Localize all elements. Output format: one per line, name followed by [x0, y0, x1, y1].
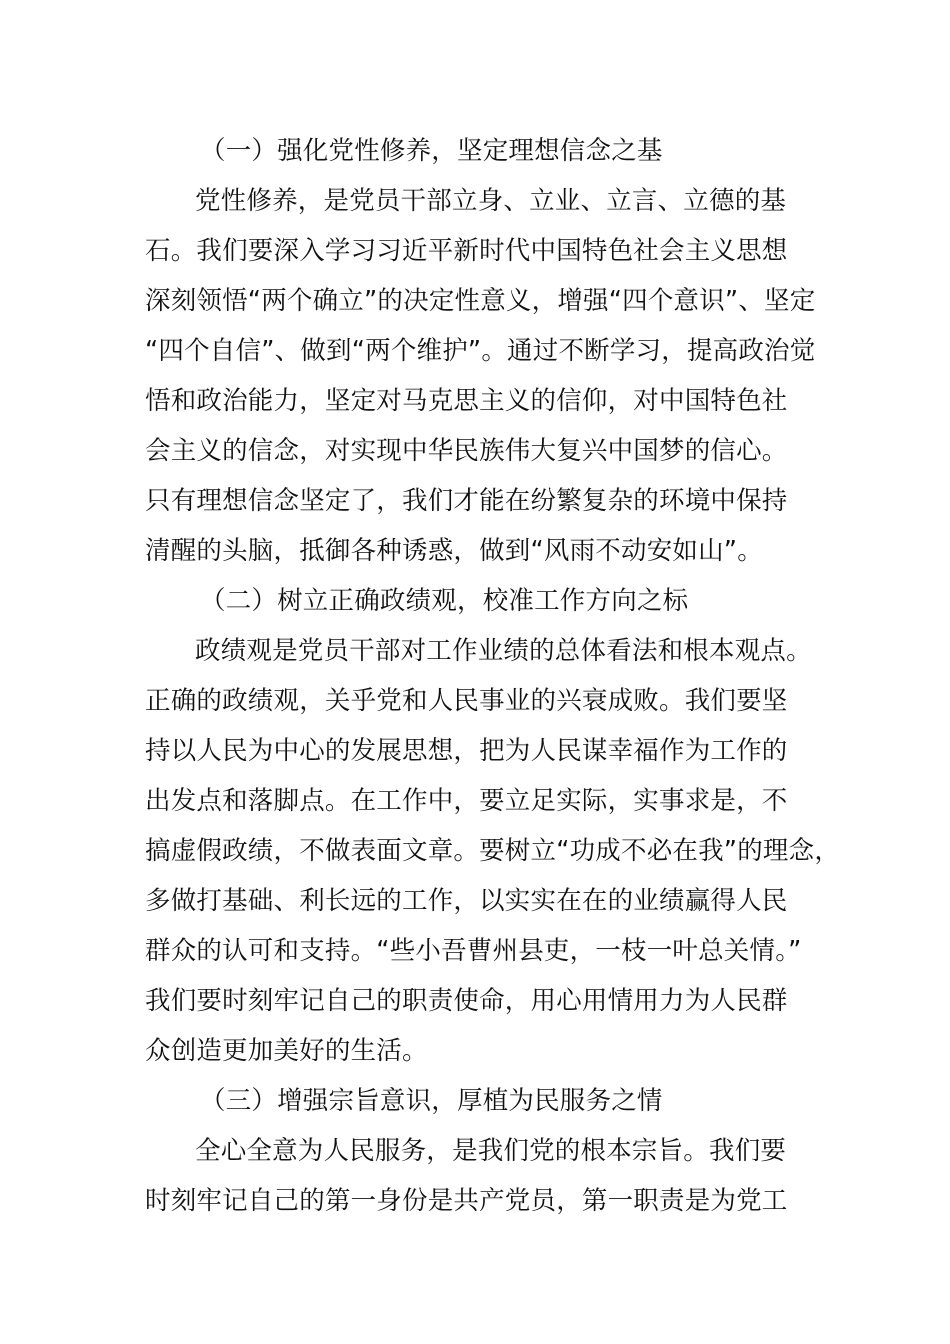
paragraph-line: 时刻牢记自己的第一身份是共产党员，第一职责是为党工 — [145, 1186, 788, 1216]
paragraph-line: 悟和政治能力，坚定对马克思主义的信仰，对中国特色社 — [145, 386, 788, 416]
section-heading-3: （三）增强宗旨意识，厚植为民服务之情 — [200, 1086, 663, 1116]
paragraph-line: 只有理想信念坚定了，我们才能在纷繁复杂的环境中保持 — [145, 486, 788, 516]
paragraph-line: 会主义的信念，对实现中华民族伟大复兴中国梦的信心。 — [145, 436, 788, 466]
section-heading-2: （二）树立正确政绩观，校准工作方向之标 — [200, 586, 689, 616]
section-heading-1: （一）强化党性修养，坚定理想信念之基 — [200, 136, 663, 166]
paragraph-line: 全心全意为人民服务，是我们党的根本宗旨。我们要 — [195, 1136, 787, 1166]
paragraph-line: 搞虚假政绩，不做表面文章。要树立“功成不必在我”的理念， — [145, 836, 841, 866]
paragraph-line: 我们要时刻牢记自己的职责使命，用心用情用力为人民群 — [145, 986, 788, 1016]
paragraph-line: 政绩观是党员干部对工作业绩的总体看法和根本观点。 — [195, 636, 812, 666]
paragraph-line: 党性修养，是党员干部立身、立业、立言、立德的基 — [195, 186, 787, 216]
paragraph-line: 出发点和落脚点。在工作中，要立足实际，实事求是，不 — [145, 786, 788, 816]
paragraph-line: 清醒的头脑，抵御各种诱惑，做到“风雨不动安如山”。 — [145, 536, 763, 566]
paragraph-line: 正确的政绩观，关乎党和人民事业的兴衰成败。我们要坚 — [145, 686, 788, 716]
paragraph-line: 石。我们要深入学习习近平新时代中国特色社会主义思想 — [145, 236, 788, 266]
paragraph-line: 群众的认可和支持。“些小吾曹州县吏，一枝一叶总关情。” — [145, 936, 802, 966]
paragraph-line: 多做打基础、利长远的工作，以实实在在的业绩赢得人民 — [145, 886, 788, 916]
paragraph-line: 持以人民为中心的发展思想，把为人民谋幸福作为工作的 — [145, 736, 788, 766]
paragraph-line: 深刻领悟“两个确立”的决定性意义，增强“四个意识”、坚定 — [145, 286, 816, 316]
paragraph-line: “四个自信”、做到“两个维护”。通过不断学习，提高政治觉 — [145, 336, 816, 366]
paragraph-line: 众创造更加美好的生活。 — [145, 1036, 428, 1066]
